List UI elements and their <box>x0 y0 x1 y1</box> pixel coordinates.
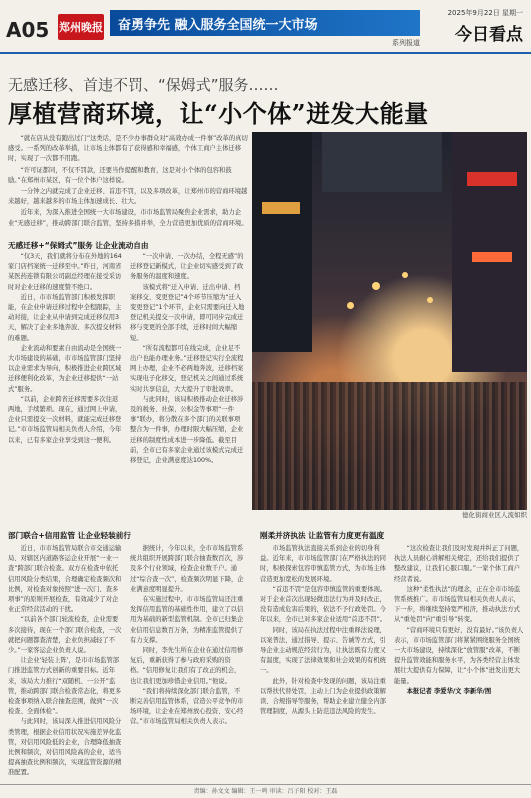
body-paragraph: 同时，李先生所在企业在通过信用修复后，重新获得了参与政府采购的资格。“信用修复让我们有了改正的机会，也让我们更加珍惜企业信用。”他说。 <box>130 647 244 685</box>
issue-date: 2025年9月22日 星期一 <box>447 9 523 17</box>
article-kicker: 无感迁移、首违不罚、“保姆式”服务…… <box>8 76 279 94</box>
body-paragraph: “一次申请、一次办结，全程无感”的迁移登记新模式，让企业切实感受到了政务服务的温度和速度。 <box>130 253 244 281</box>
section-title: 今日看点 <box>455 25 523 45</box>
body-paragraph: “首违不罚”是包容审慎监管的重要体现。对于企业首次出现轻微违法行为并及时改正，没有造成危害后果的，依法不予行政处罚。今年以来，全市已对多家企业适用“首违不罚”。 <box>260 585 387 624</box>
lead-paragraph: “就在店从没有跑出过门”这类话，是不少办事群众对“高效办成一件事”改革的真切感受。一系列的改革举措，让市场主体都有了获得感和幸福感，个体工商户主体迁移时，实现了一次都不用跑。 <box>8 135 248 163</box>
body-paragraph: “营商环境只有更好，没有最好。”该负责人表示，市市场监管部门将紧紧围绕服务全国统一大市场建设，持续深化“放管服”改革，不断提升监管效能和服务水平，为各类经营主体发展壮大提供有力保障，让“小个体”迸发出更大能量。 <box>394 626 524 685</box>
paper-logo: 郑州晚报 <box>58 14 104 40</box>
body-paragraph: 该模式将“迁入申请、迁出申请、档案移交、变更登记”4个环节压缩为“迁入变更登记”1个环节，企业只需要向迁入地登记机关提交一次申请，即可同步完成迁移与变更的全部手续，迁移时间大幅缩短。 <box>130 283 245 342</box>
body-column <box>260 544 388 780</box>
series-banner: 奋勇争先 融入服务全国统一大市场 <box>110 10 420 36</box>
body-paragraph: “以前各个部门轮流检查，企业需要多次接待，现在一个部门联合检查，一次就把问题都查清楚，企业负担减轻了不少。”一家客运企业负责人说。 <box>8 616 122 655</box>
article-byline: 本报记者 李爱华/文 李新华/图 <box>406 687 492 695</box>
body-paragraph: 据统计，今年以来，全市市场监管系统共组织开展跨部门联合抽查数百次，涉及多个行业领域，检查企业数千户。通过“综合查一次”，检查频次明显下降，企业满意度明显提升。 <box>130 545 244 593</box>
body-paragraph: 近日，市市场监管局联合市交通运输局、对辖区内道路客运企业开展“一业一查”跨部门联合检查。双方在检查中依托信用风险分类结果，合理确定检查频次和比例，对检查对象按照“进一次门、查多项事”的原则开展检查，有效减少了对企业正常经营活动的干扰。 <box>8 545 122 614</box>
lead-paragraph: “许可证都同，不仅不罚款，还要当作提醒和教育，这是对小个体的包容和鼓励。”在郑州市某区，有一位个体户这样说。 <box>8 166 232 184</box>
body-column <box>130 544 246 780</box>
page-footer: 责编：孙文文 编辑：王一鸣 审读：吕子阳 校对：王磊 <box>193 788 338 795</box>
section-heading: 无感迁移+“保姆式”服务 让企业流动自由 <box>8 241 149 250</box>
body-column <box>130 252 246 520</box>
section-heading: 刚柔并济执法 让监管有力度更有温度 <box>260 531 385 540</box>
body-paragraph: “所有流程都可在线完成，企业足不出户也能办理业务。”迁移登记实行全流程网上办理，企业不必两地奔波，迁移档案实现电子化移交，登记机关之间通过系统实时共享信息，大大提升了审批效率。 <box>130 344 244 393</box>
footer-rule <box>0 784 531 785</box>
street-crowd-photo <box>252 132 527 510</box>
article-lead <box>8 134 248 230</box>
photo-caption: 德化街商业区人流如织 <box>462 511 527 519</box>
body-paragraph: 市场监管执法直接关系到企业的切身利益。近年来，市市场监管部门在严格执法的同时，积极探索包容审慎监管方式，为市场主体营造更加宽松的发展环境。 <box>260 545 386 583</box>
body-paragraph: “仅3天，我们就将分布在外地的164家门店档案统一迁移至中。”昨日，河南省某医药连锁有限公司副总经理在接受采访时对企业迁移的速度赞不绝口。 <box>8 253 122 291</box>
article-headline: 厚植营商环境，让“小个体”迸发大能量 <box>8 99 429 128</box>
lead-paragraph: 近年来，为深入推进全国统一大市场建设，市市场监管局聚焦企业需求，助力企业“无感迁移”，推动跨部门联合监管，坚持多措并举，全力营造更加优质的营商环境。 <box>8 209 248 227</box>
body-paragraph: 这种“柔性执法”的理念，正在全市市场监管系统推广。市市场监管局相关负责人表示，下一步，将继续坚持宽严相济，推动执法方式从“重处罚”向“重引导”转变。 <box>394 585 521 624</box>
body-column <box>8 252 124 520</box>
body-paragraph: “我们将持续深化部门联合监管，不断完善信用监管体系，营造公平竞争的市场环境，让企业在郑州放心投资、安心经营。”市市场监管局相关负责人表示。 <box>130 687 244 726</box>
body-paragraph: “这次检查让我们及时发现并纠正了问题，执法人员耐心讲解相关规定，还给我们提供了整改建议，让我们心服口服。”一家个体工商户经营者说。 <box>394 545 524 583</box>
body-paragraph: 让企业‘轻装上阵’，是市市场监管部门推进监管方式创新的重要目标。近年来，该局大力推行“双随机、一公开”监管，推动跨部门联合检查常态化，将更多检查事项纳入联合抽查范围，做到“一次检查、全面体检”。 <box>8 657 122 716</box>
body-column <box>8 544 124 780</box>
body-paragraph: 在实施过程中，市市场监管局还注重发挥信用监管的基础性作用，建立了以信用为基础的新型监管机制。全市已归集企业信用信息数百万条，为精准监管提供了有力支撑。 <box>130 596 244 644</box>
body-paragraph: 企业流动和要素自由流动是全国统一大市场建设的基础，市市场监管部门坚持以企业需求为导向，积极推进企业跨区域迁移便利化改革，为企业迁移提供“一站式”服务。 <box>8 344 122 393</box>
body-paragraph: “以前，企业跨省迁移需要多次往返两地，手续繁琐。现在，通过网上申请，企业只需提交一次材料，就能完成迁移登记。”市市场监管局相关负责人介绍，今年以来，已有多家企业享受到这一便利。 <box>8 395 122 444</box>
body-paragraph: 与此同时，该局深入推进信用风险分类管理，根据企业信用状况实施差异化监管，对信用风险低的企业，合理降低抽查比例和频次，对信用风险高的企业，适当提高抽查比例和频次，实现监管资源的精准配置。 <box>8 718 122 777</box>
masthead <box>0 0 531 52</box>
body-column <box>394 544 524 780</box>
page-number: A05 <box>6 18 50 42</box>
body-paragraph: 近日，市市场监管部门积极发挥职能，在企业申请迁移过程中全程跟踪，主动对接，让企业从申请到完成迁移仅用3天，解决了企业多地奔波、多次提交材料的难题。 <box>8 293 122 342</box>
series-subtitle: 系列报道 <box>392 39 420 47</box>
body-paragraph: 与此同时，该局积极推动企业迁移涉及的税务、社保、公积金等事项“一件事”联办，将分散在多个部门的关联事项整合为一件事，办理时限大幅压缩，企业迁移的制度性成本进一步降低。截至目前，全市已有多家企业通过该模式完成迁移登记，企业满意度达100%。 <box>130 395 244 465</box>
body-paragraph: 同时，该局在执法过程中注重释法说理，以案普法，通过指导、提示、告诫等方式，引导企业主动规范经营行为，让执法既有力度又有温度，实现了法律效果和社会效果的有机统一。 <box>260 626 386 675</box>
section-heading: 部门联合+信用监管 让企业轻装前行 <box>8 531 131 540</box>
masthead-rule <box>0 52 531 54</box>
body-paragraph: 此外，针对检查中发现的问题，该局注重以帮扶代替处罚，主动上门为企业提供政策解读、合规指导等服务，帮助企业建立健全内部管理制度，从源头上防范违法风险的发生。 <box>260 677 386 716</box>
lead-paragraph: 一分钟之内就完成了企业迁移、首违不罚，以及多项改革，让郑州市的营商环境越来越好，越来越多的市场主体加速成长、壮大。 <box>8 188 248 206</box>
